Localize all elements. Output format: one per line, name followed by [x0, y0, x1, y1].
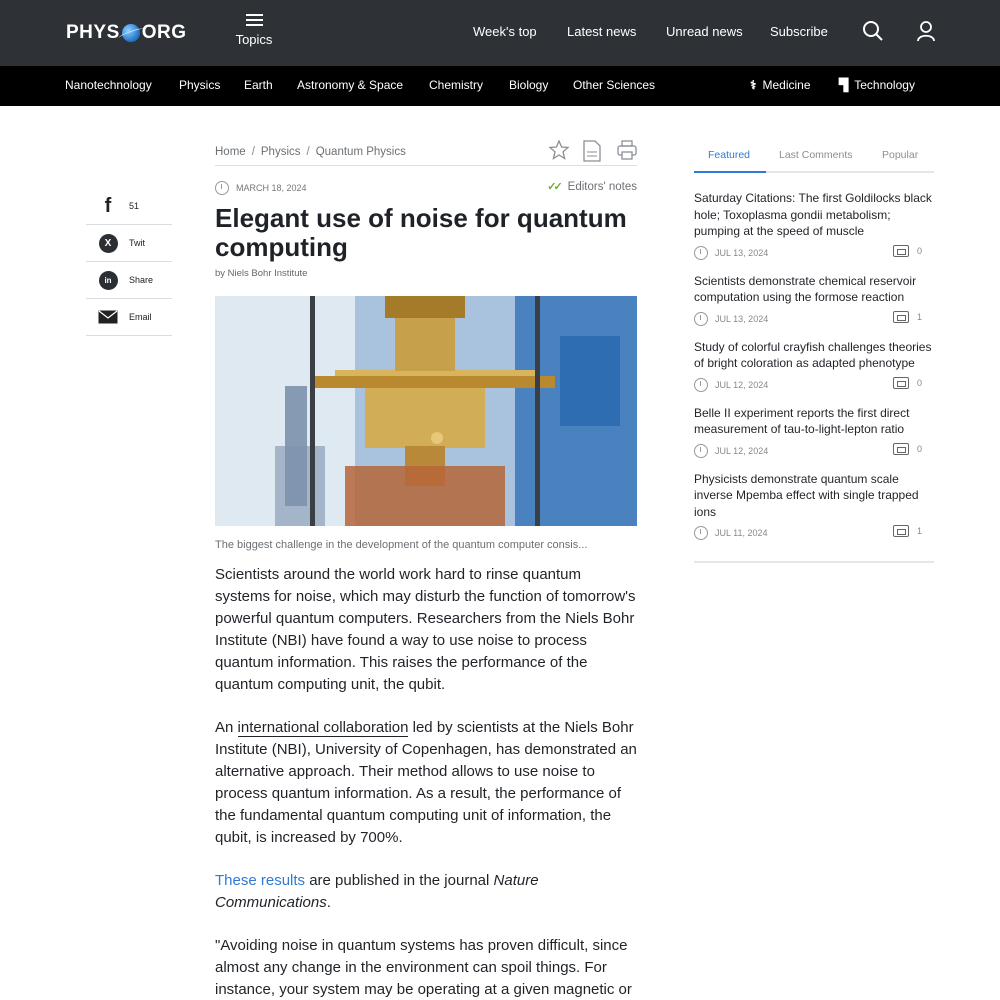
category-earth[interactable]: Earth	[244, 78, 273, 92]
share-facebook[interactable]	[86, 188, 172, 225]
double-check-icon: ✓✓	[547, 181, 560, 193]
clock-icon	[694, 246, 708, 260]
editors-notes-link[interactable]	[547, 180, 637, 193]
list-item-date: JUL 12, 2024	[715, 379, 769, 390]
tab-popular[interactable]: Popular	[882, 149, 919, 161]
these-results-link[interactable]: These results	[215, 872, 306, 889]
list-item-title[interactable]: Belle II experiment reports the first direct measurement of tau-to-light-lepton ratio	[694, 405, 910, 436]
article-byline: by Niels Bohr Institute	[215, 268, 308, 279]
category-medicine[interactable]	[750, 78, 811, 92]
paragraph-2-rest: led by scientists at the Niels Bohr Institute (NBI), University of Copenhagen, has demonstrated an alternative approach. Their method allows to use noise to process quantum information. As a result, the performance of the fundamental quantum computing unit of information, the qubit, is increased by 700%.	[215, 719, 637, 846]
tab-last-comments[interactable]: Last Comments	[779, 149, 853, 161]
clock-icon	[694, 312, 708, 326]
paragraph-3-end: .	[326, 894, 331, 911]
share-linkedin-label: Share	[129, 275, 154, 285]
x-twitter-icon: X	[99, 234, 118, 253]
tab-featured[interactable]: Featured	[708, 149, 751, 161]
paragraph-2	[215, 717, 637, 849]
category-nanotechnology[interactable]: Nanotechnology	[65, 78, 152, 92]
list-item-date: JUL 13, 2024	[715, 247, 769, 258]
paragraph-1: Scientists around the world work hard to rinse quantum systems for noise, which may disturb the function of tomorrow's powerful quantum computers. Researchers from the Niels Bohr Institute (NBI) have found a way to use noise to process quantum information. This raises the performance of the quantum computing unit, the qubit.	[215, 566, 636, 693]
user-icon[interactable]	[915, 20, 939, 44]
category-technology[interactable]	[839, 78, 915, 92]
category-physics[interactable]: Physics	[179, 78, 221, 92]
nav-unread-news[interactable]: Unread news	[666, 24, 743, 39]
nav-latest-news[interactable]: Latest news	[567, 24, 637, 39]
article	[215, 138, 637, 1000]
list-item-title[interactable]: Study of colorful crayfish challenges theories of bright coloration as adapted phenotype	[694, 339, 932, 370]
share-twitter-label: Twit	[129, 238, 146, 248]
list-item-date: JUL 11, 2024	[715, 528, 768, 538]
category-bar	[0, 66, 1000, 106]
category-medicine-label: Medicine	[762, 78, 811, 92]
share-twitter[interactable]	[86, 225, 172, 262]
article-date: MARCH 18, 2024	[236, 183, 307, 193]
comment-icon	[893, 311, 909, 323]
comments-number: 1	[916, 311, 922, 322]
comment-icon	[893, 245, 909, 257]
clock-icon	[694, 526, 708, 540]
featured-list	[694, 190, 934, 563]
topics-menu-button[interactable]	[232, 14, 276, 47]
editors-notes-label: Editors' notes	[567, 180, 637, 193]
list-item	[694, 339, 934, 393]
search-icon[interactable]	[862, 20, 886, 44]
article-meta	[215, 180, 637, 196]
sidebar	[694, 138, 934, 563]
medicine-icon: ⚕	[750, 78, 757, 92]
site-logo[interactable]	[66, 18, 187, 48]
pdf-icon[interactable]	[583, 140, 603, 162]
share-email[interactable]	[86, 299, 172, 336]
paragraph-3-mid: are published in the journal	[305, 872, 494, 889]
comments-count[interactable]	[893, 443, 922, 455]
comments-number: 0	[916, 245, 922, 256]
share-column	[86, 188, 172, 336]
logo-text-phys: PHYS	[66, 22, 120, 43]
international-collaboration-link[interactable]: international collaboration	[237, 719, 409, 736]
paragraph-2-lead: An	[215, 719, 238, 736]
comments-number: 0	[916, 443, 922, 454]
share-linkedin[interactable]	[86, 262, 172, 299]
quantum-cryostat-illustration	[215, 296, 637, 526]
hamburger-icon	[246, 14, 263, 26]
comment-icon	[893, 525, 909, 537]
category-astronomy-space[interactable]: Astronomy & Space	[297, 78, 404, 92]
comments-count[interactable]	[893, 377, 922, 389]
paragraph-4: "Avoiding noise in quantum systems has proven difficult, since almost any change in the environment can spoil things. For instance, your system may be operating at a given magnetic or	[215, 937, 632, 998]
print-icon[interactable]	[617, 140, 637, 162]
image-caption: The biggest challenge in the development of the quantum computer consis...	[215, 539, 588, 551]
breadcrumb-physics[interactable]: Physics	[260, 145, 301, 158]
breadcrumb: Home / Physics / Quantum Physics	[215, 138, 637, 166]
linkedin-icon: in	[99, 271, 118, 290]
list-item-title[interactable]: Scientists demonstrate chemical reservoir computation using the formose reaction	[694, 273, 917, 304]
share-email-label: Email	[129, 312, 152, 322]
paragraph-3	[215, 870, 637, 914]
article-title: Elegant use of noise for quantum computing	[215, 203, 627, 262]
comments-number: 0	[916, 377, 922, 388]
list-item	[694, 471, 934, 542]
breadcrumb-home[interactable]: Home	[215, 145, 246, 158]
list-item	[694, 190, 934, 261]
journal-name: Nature Communications	[215, 872, 539, 911]
clock-icon	[694, 444, 708, 458]
list-item	[694, 273, 934, 327]
facebook-count: 51	[129, 201, 140, 211]
list-item	[694, 405, 934, 459]
technology-icon: ▜	[839, 78, 849, 92]
logo-text-org: ORG	[141, 22, 187, 43]
comments-count[interactable]	[893, 245, 922, 257]
list-item-title[interactable]: Physicists demonstrate quantum scale inverse Mpemba effect with single trapped ions	[694, 471, 919, 519]
clock-icon	[694, 378, 708, 392]
nav-weeks-top[interactable]: Week's top	[473, 24, 537, 39]
topics-label: Topics	[235, 32, 273, 47]
globe-icon	[122, 24, 140, 42]
article-tools	[549, 140, 637, 162]
site-header	[0, 0, 1000, 66]
clock-icon	[215, 181, 229, 195]
comments-number: 1	[916, 526, 922, 536]
list-item-date: JUL 13, 2024	[715, 313, 769, 324]
list-item-title[interactable]: Saturday Citations: The first Goldilocks black hole; Toxoplasma gondii metabolism; pumping at the speed of muscle	[694, 191, 932, 238]
nav-subscribe[interactable]: Subscribe	[770, 24, 828, 39]
list-item-date: JUL 12, 2024	[715, 445, 769, 456]
facebook-icon: f	[104, 194, 112, 217]
envelope-icon	[97, 306, 119, 328]
sidebar-tabs	[694, 138, 934, 173]
article-body	[215, 564, 637, 1000]
active-tab-indicator	[694, 171, 766, 173]
star-icon[interactable]	[549, 140, 569, 162]
breadcrumb-quantum-physics[interactable]: Quantum Physics	[315, 145, 406, 158]
category-technology-label: Technology	[854, 78, 915, 92]
article-image[interactable]	[215, 296, 637, 526]
category-biology[interactable]: Biology	[509, 78, 549, 92]
comment-icon	[893, 377, 909, 389]
comment-icon	[893, 443, 909, 455]
comments-count[interactable]	[893, 525, 922, 537]
comments-count[interactable]	[893, 311, 922, 323]
category-other-sciences[interactable]: Other Sciences	[573, 78, 656, 92]
category-chemistry[interactable]: Chemistry	[429, 78, 484, 92]
